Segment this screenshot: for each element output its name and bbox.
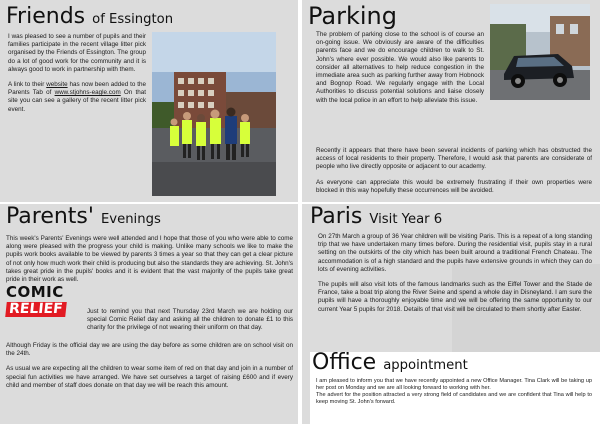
parking-panel: [302, 0, 600, 202]
litter-pick-photo: [152, 32, 276, 196]
paris-text: [318, 233, 592, 321]
parking-text-bottom: [316, 147, 592, 202]
red-day-paragraph: As usual we are expecting all the children to wear some item of red on that day and join in a number of special fun activities we have arranged. We have set ourselves a target of raising £600 and if every child and member of staff does donate on that day we will be reach this amount.: [6, 365, 293, 389]
office-title: Office appointment: [312, 350, 468, 375]
paris-paragraph-1: On 27th March a group of 36 Year children will be visiting Paris. This is a repeat of a long standing trip that we have undertaken many times before. During the residential visit, pupils stay in a rural setting on the outskirts of the city which has been built around a traditional French Chateau. The accommodation is of a high standard and the pupils have extensive grounds in which they can do lots of evening activities.: [318, 233, 592, 273]
parking-paragraph-3: As everyone can appreciate this would be extremely frustrating if their own properties were blocked in this way hopefully these occurrences will be avoided.: [316, 178, 592, 194]
comic-relief-logo-line2: RELIEF: [5, 302, 66, 317]
friends-link-paragraph: A link to their website has now been added to the Parents Tab of www.stjohns-eagle.com On that site you can see a gallery of the recent litter pick event.: [8, 81, 146, 113]
parking-photo-graphic: [490, 4, 590, 100]
comic-relief-paragraph: Just to remind you that next Thursday 23rd March we are holding our special Comic Relief day and asking all the children to donate £1 to this charity for the privilege of not wearing their uniform on that day.: [87, 308, 293, 332]
website-link[interactable]: website: [46, 81, 68, 89]
parking-text-top: [316, 31, 484, 105]
paris-title: Paris Visit Year 6: [310, 204, 443, 229]
comic-relief-logo: [6, 285, 80, 319]
office-paragraph-2: The advert for the position attracted a very strong field of candidates and we are confident that Tina will help to keep moving St. John's forward.: [316, 392, 592, 405]
office-text: [316, 378, 592, 406]
parents-paragraph: This week's Parents' Evenings were well attended and I hope that those of you who were able to come along were pleased with the progress your child is making. Unlike many schools we like to make the pupils work books available to be viewed by parents 3 times a year so that they can get a clear picture of not only how much work their child is producing but also the standards they are achieving. St. John's takes great pride in the pupils' books and it is evident that the vast majority of the pupils take great pride in their work as well.: [6, 235, 293, 284]
office-subtitle: appointment: [383, 358, 468, 373]
comic-relief-logo-line1: COMIC: [6, 283, 64, 301]
parents-panel: [0, 204, 298, 424]
parking-title: Parking: [308, 2, 397, 30]
comic-relief-extra: [6, 342, 293, 397]
comic-relief-text: [87, 308, 293, 333]
paris-paragraph-2: The pupils will also visit lots of the famous landmarks such as the Eiffel Tower and the Stade de France, take a boat trip along the River Seine and spend a whole day in Disneyland. I am sure the pupils will have a thoroughly enjoyable time and we will be offering the same opportunity to our current Year 5 pupils for 2018. Details of that visit will be circulated to them shortly after Easter.: [318, 281, 592, 313]
parking-paragraph-2: Recently it appears that there have been several incidents of parking which has obstructed the access of local residents to their property. Therefore, I would ask that parents are considerate of people who live directly opposite or adjacent to our academy.: [316, 147, 592, 171]
paris-subtitle: Visit Year 6: [369, 212, 443, 227]
office-panel: [310, 352, 600, 424]
friday-paragraph: Although Friday is the official day we are using the day before as some children are on school visit on the 24th.: [6, 342, 293, 358]
friends-paragraph: I was pleased to see a number of pupils and their families participate in the recent village litter pick organised by the Friends of Essington. The group do a lot of good work for the community and it is always good to work in partnership with them.: [8, 33, 146, 73]
parents-title: Parents' Evenings: [6, 204, 161, 229]
friends-panel: [0, 0, 298, 202]
office-paragraph-1: I am pleased to inform you that we have recently appointed a new Office Manager. Tina Clark will be taking up her post on Monday and we are all looking forward to working with her.: [316, 378, 592, 391]
parents-subtitle: Evenings: [100, 212, 161, 227]
friends-subtitle: of Essington: [92, 12, 174, 27]
parking-paragraph-1: The problem of parking close to the school is of course an on-going issue. We obviously are aware of the difficulties parents face and we do encourage children to walk to St. John's where ever possible. We would also like parents to consider all alternatives to help reduce congestion in the immediate area such as parking further away from Hobnock and Bognop Road. We regularly engage with the Local Authorities to discuss potential solutions and liaise closely with the local police in an effort to help alleviate this issue.: [316, 31, 484, 104]
litter-pick-photo-graphic: [152, 32, 276, 196]
friends-title: Friends of Essington: [6, 4, 174, 29]
stjohns-url-link[interactable]: www.stjohns-eagle.com: [54, 89, 121, 97]
parking-photo: [490, 4, 590, 100]
friends-text: [8, 33, 146, 121]
